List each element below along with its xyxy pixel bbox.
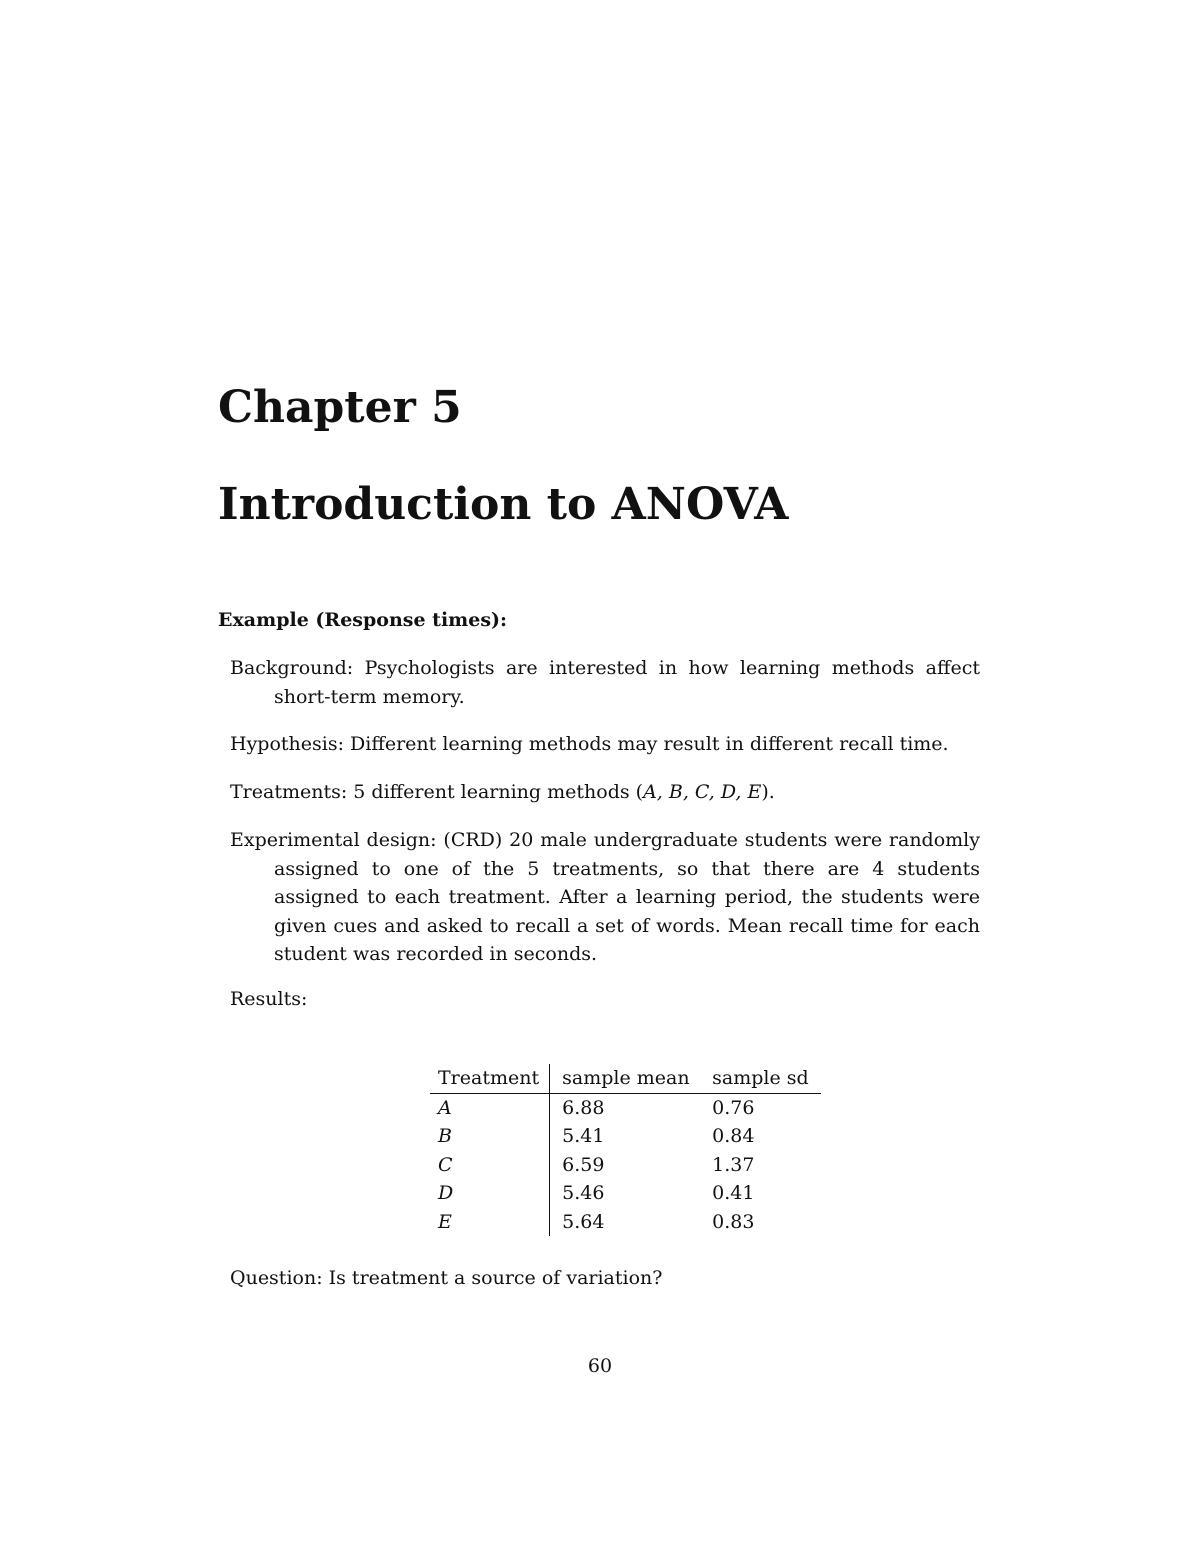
- results-label-paragraph: [230, 985, 980, 1014]
- hypothesis-text: Hypothesis: Different learning methods may result in different recall time.: [230, 733, 949, 755]
- results-table: [430, 1064, 821, 1236]
- design-text: Experimental design: (CRD) 20 male undergraduate students were randomly assigned to one of the 5 treatments, so that there are 4 students assigned to each treatment. After a learning period, the students were given cues and asked to recall a set of words. Mean recall time for each student was recorded in seconds.: [230, 829, 980, 965]
- background-text: Background: Psychologists are interested in how learning methods affect short-term memory.: [230, 657, 980, 708]
- cell-sample-mean: 5.46: [562, 1182, 605, 1204]
- table-row: [430, 1093, 821, 1122]
- treatments-suffix: ).: [761, 781, 775, 803]
- example-heading: Example (Response times):: [218, 609, 508, 631]
- cell-sample-mean: 5.41: [562, 1125, 605, 1147]
- background-paragraph: [230, 654, 980, 711]
- column-header-sample-mean: sample mean: [550, 1064, 705, 1093]
- page-number: 60: [587, 1355, 613, 1377]
- treatments-list: A, B, C, D, E: [643, 781, 762, 803]
- question-text: Question: Is treatment a source of variation?: [230, 1267, 663, 1289]
- cell-sample-mean: 6.88: [562, 1096, 605, 1119]
- cell-treatment: A: [430, 1093, 550, 1122]
- cell-sample-mean: 5.64: [562, 1210, 605, 1233]
- cell-sample-sd: 0.84: [712, 1125, 755, 1147]
- table-row: [430, 1208, 821, 1237]
- cell-sample-sd: 0.41: [712, 1182, 755, 1204]
- treatments-line: [230, 778, 980, 807]
- treatments-prefix: Treatments: 5 different learning methods (: [230, 781, 644, 803]
- cell-sample-sd: 1.37: [712, 1153, 755, 1176]
- cell-treatment: D: [430, 1179, 550, 1208]
- table-row: [430, 1151, 821, 1180]
- chapter-title: Introduction to ANOVA: [218, 479, 789, 530]
- cell-sample-mean: 6.59: [562, 1153, 605, 1176]
- cell-treatment: E: [430, 1208, 550, 1237]
- cell-treatment: C: [430, 1151, 550, 1180]
- design-paragraph: [230, 826, 980, 969]
- chapter-label: Chapter 5: [218, 382, 462, 433]
- cell-sample-sd: 0.76: [712, 1096, 755, 1119]
- treatments-paragraph: [230, 778, 980, 807]
- question-paragraph: [230, 1264, 980, 1293]
- column-header-treatment: Treatment: [430, 1064, 550, 1093]
- table-row: [430, 1179, 821, 1208]
- column-header-sample-sd: sample sd: [704, 1064, 821, 1093]
- cell-sample-sd: 0.83: [712, 1210, 755, 1233]
- table-row: [430, 1122, 821, 1151]
- results-label: Results:: [230, 988, 308, 1010]
- cell-treatment: B: [430, 1122, 550, 1151]
- table-header-row: [430, 1064, 821, 1093]
- hypothesis-paragraph: [230, 730, 980, 759]
